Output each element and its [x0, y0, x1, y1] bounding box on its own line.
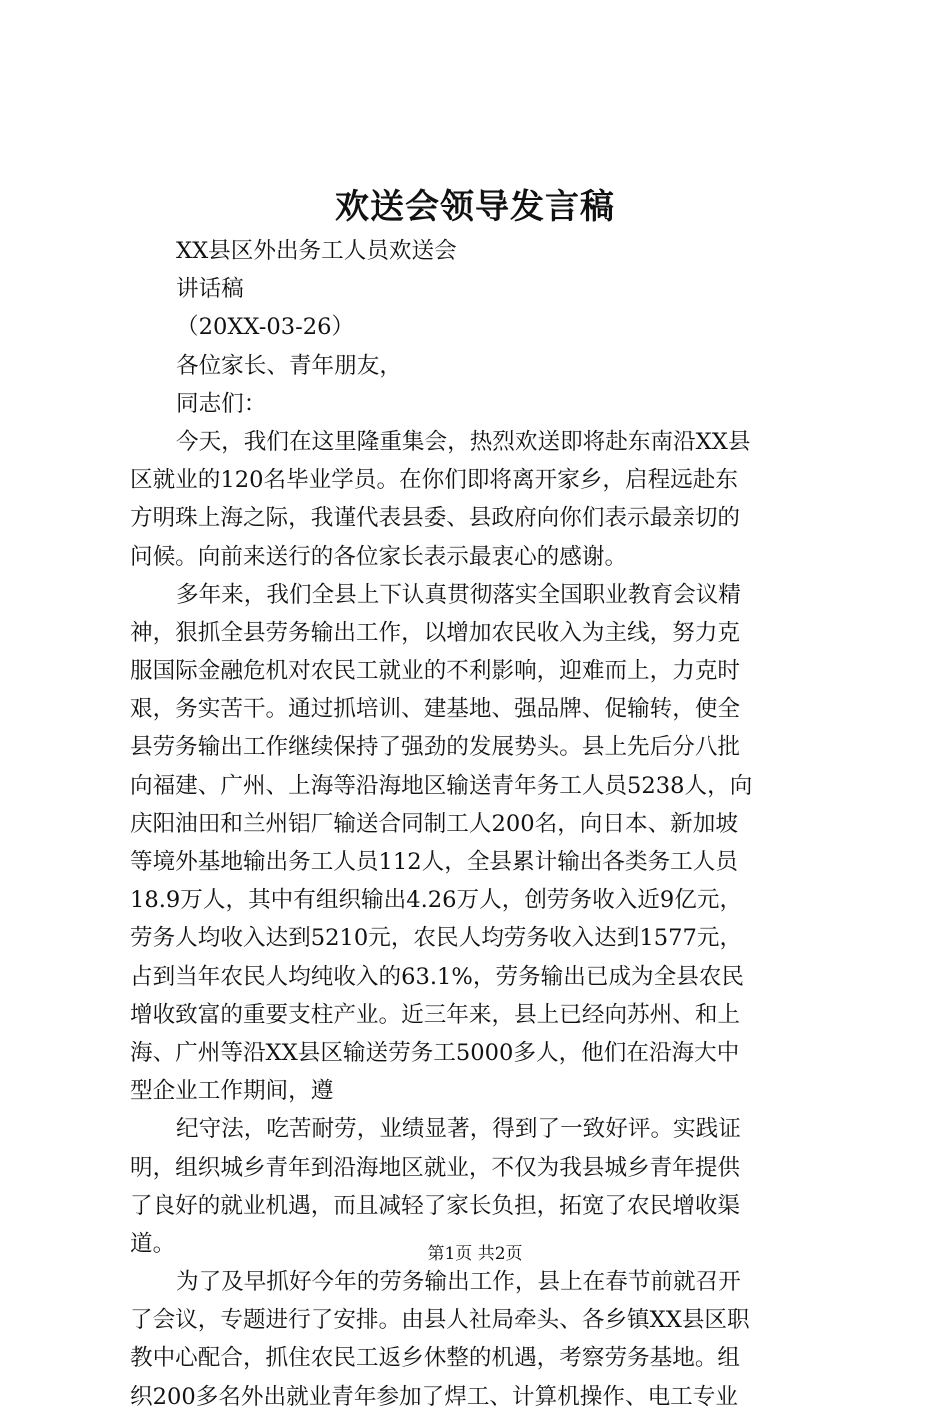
page-footer: 第1页 共2页 [427, 1244, 523, 1264]
document-title: 欢送会领导发言稿 [335, 187, 615, 227]
text-line: （20XX-03-26） [176, 314, 355, 341]
text-line: 海、广州等沿XX县区输送劳务工5000多人，他们在沿海大中 [130, 1039, 740, 1066]
text-line: XX县区外出务工人员欢送会 [176, 238, 457, 264]
text-line: 型企业工作期间，遵 [130, 1078, 334, 1105]
text-line: 占到当年农民人均纯收入的63.1%，劳务输出已成为全县农民 [130, 963, 745, 990]
text-line: 今天，我们在这里隆重集会，热烈欢送即将赴东南沿XX县 [176, 428, 751, 455]
text-line: 同志们： [176, 390, 267, 417]
text-line: 18.9万人，其中有组织输出4.26万人，创劳务收入近9亿元， [130, 887, 743, 914]
text-line: 道。 [130, 1230, 176, 1257]
text-line: 了良好的就业机遇，而且减轻了家长负担，拓宽了农民增收渠 [130, 1192, 741, 1219]
text-line: 多年来，我们全县上下认真贯彻落实全国职业教育会议精 [176, 581, 741, 608]
text-line: 庆阳油田和兰州铝厂输送合同制工人200名，向日本、新加坡 [130, 810, 738, 837]
text-line: 县劳务输出工作继续保持了强劲的发展势头。县上先后分八批 [130, 734, 741, 761]
text-line: 艰，务实苦干。通过抓培训、建基地、强品牌、促输转，使全 [130, 696, 741, 723]
text-line: 为了及早抓好今年的劳务输出工作，县上在春节前就召开 [176, 1269, 741, 1296]
text-line: 了会议，专题进行了安排。由县人社局牵头、各乡镇XX县区职 [130, 1307, 750, 1334]
text-line: 向福建、广州、上海等沿海地区输送青年务工人员5238人，向 [130, 772, 753, 799]
text-line: 等境外基地输出务工人员112人，全县累计输出各类务工人员 [130, 849, 738, 875]
text-line: 问候。向前来送行的各位家长表示最衷心的感谢。 [130, 543, 628, 570]
text-line: 增收致富的重要支柱产业。近三年来，县上已经向苏州、和上 [130, 1001, 741, 1028]
text-line: 纪守法，吃苦耐劳，业绩显著，得到了一致好评。实践证 [176, 1116, 741, 1143]
text-line: 教中心配合，抓住农民工返乡休整的机遇，考察劳务基地。组 [130, 1345, 741, 1372]
text-line: 方明珠上海之际，我谨代表县委、县政府向你们表示最亲切的 [130, 505, 741, 532]
document-body [130, 232, 832, 1416]
text-line: 明，组织城乡青年到沿海地区就业，不仅为我县城乡青年提供 [130, 1154, 741, 1181]
text-line: 劳务人均收入达到5210元，农民人均劳务收入达到1577元， [130, 925, 743, 952]
text-line: 服国际金融危机对农民工就业的不利影响，迎难而上，力克时 [130, 658, 741, 685]
text-line: 区就业的120名毕业学员。在你们即将离开家乡，启程远赴东 [130, 467, 738, 494]
text-line: 织200多名外出就业青年参加了焊工、计算机操作、电工专业 [130, 1383, 738, 1410]
text-line: 神，狠抓全县劳务输出工作，以增加农民收入为主线，努力克 [130, 619, 741, 646]
text-line: 讲话稿 [176, 276, 244, 303]
text-line: 各位家长、青年朋友， [176, 352, 402, 379]
